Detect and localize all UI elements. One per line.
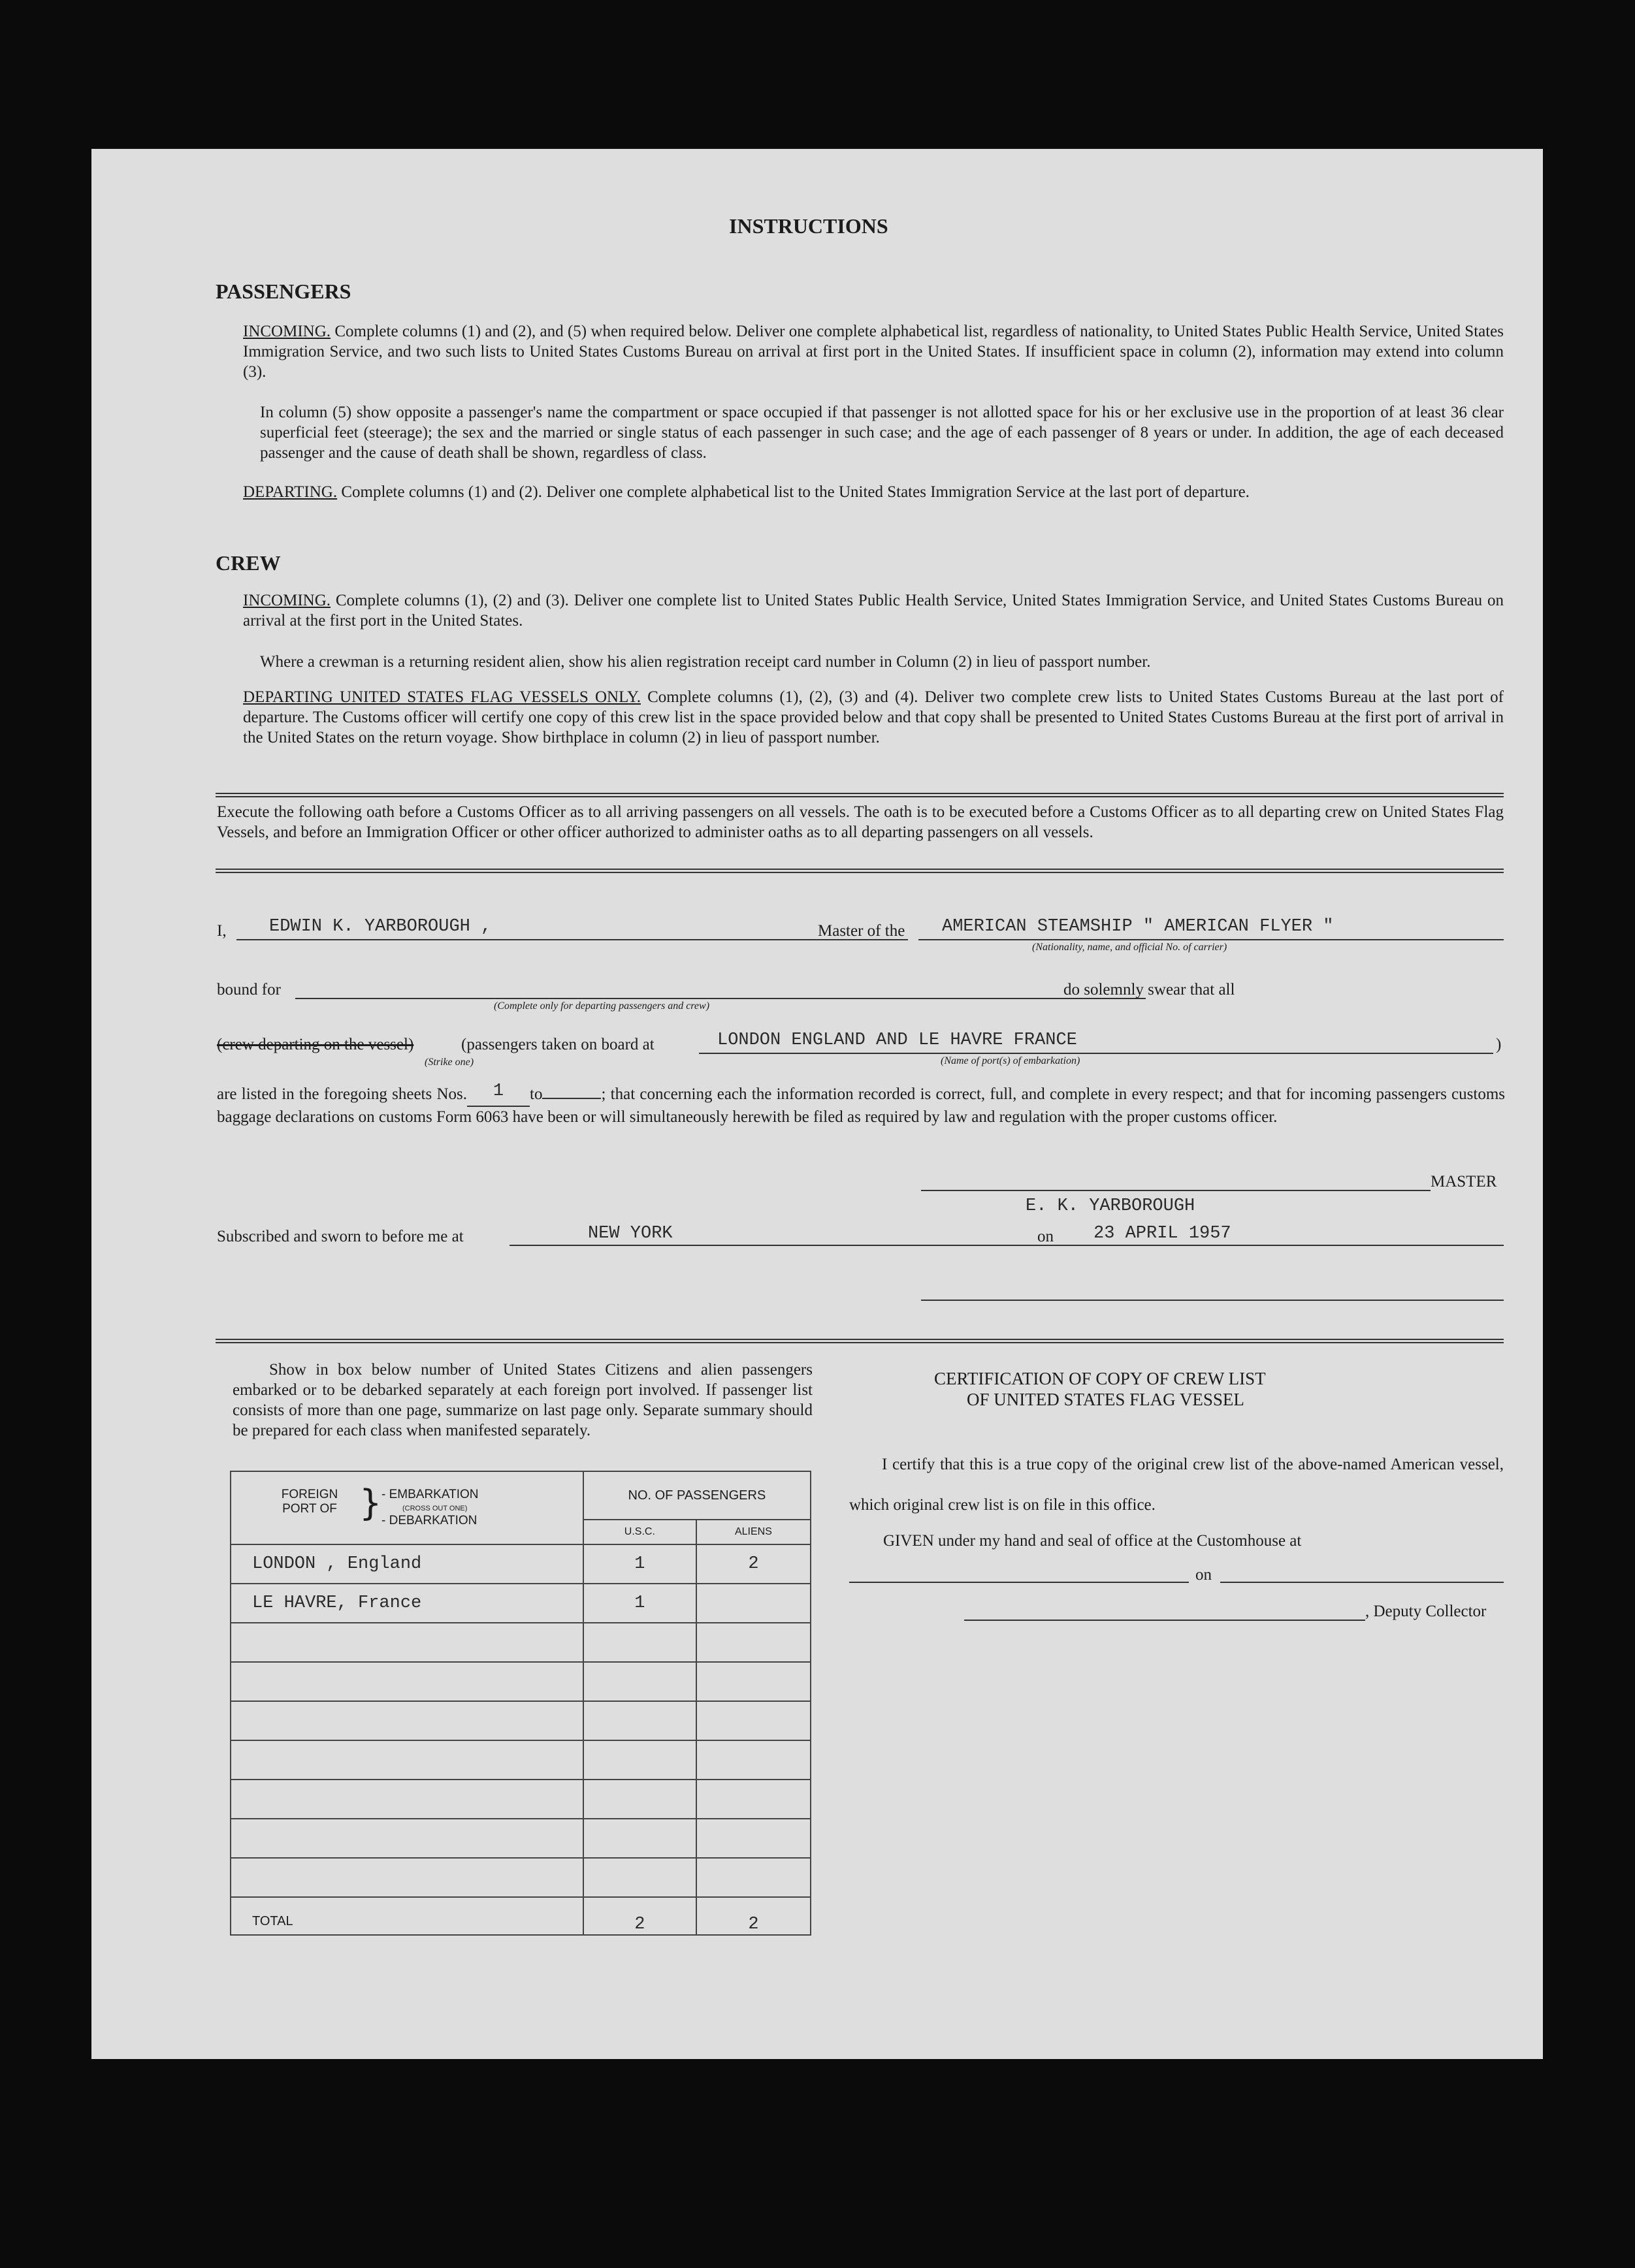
passengers-incoming-paragraph	[243, 321, 1504, 382]
master-name-value: EDWIN K. YARBOROUGH ,	[269, 917, 492, 936]
header-brace-icon: }	[359, 1482, 382, 1524]
row-usc-cell	[583, 1701, 696, 1740]
ports-caption: (Name of port(s) of embarkation)	[941, 1055, 1080, 1066]
ports-value: LONDON ENGLAND AND LE HAVRE FRANCE	[717, 1030, 1077, 1050]
row-usc-cell	[583, 1740, 696, 1780]
certification-on-label: on	[1195, 1566, 1212, 1584]
vessel-caption: (Nationality, name, and official No. of carrier)	[1032, 942, 1227, 953]
deputy-collector-label: , Deputy Collector	[1365, 1603, 1487, 1620]
row-port-cell	[231, 1819, 583, 1858]
row-aliens-cell	[696, 1623, 811, 1662]
certification-given-text: GIVEN under my hand and seal of office at the Customhouse at	[883, 1532, 1302, 1550]
crew-heading: CREW	[216, 551, 281, 575]
certification-text: I certify that this is a true copy of the original crew list of the above-named American vessel, which original crew list is on file in this office.	[849, 1456, 1504, 1514]
sworn-place-line	[510, 1245, 1116, 1246]
section-divider	[216, 793, 1504, 797]
certification-date-line	[1220, 1582, 1504, 1583]
row-aliens-cell	[696, 1701, 811, 1740]
table-row	[231, 1544, 811, 1584]
row-aliens-cell	[696, 1858, 811, 1897]
passengers-heading: PASSENGERS	[216, 280, 351, 303]
certification-title-line1: CERTIFICATION OF COPY OF CREW LIST	[934, 1369, 1266, 1388]
row-usc-cell	[583, 1662, 696, 1701]
section-divider	[216, 869, 1504, 873]
crew-incoming-paragraph	[243, 590, 1504, 631]
officer-signature-line	[921, 1300, 1504, 1301]
total-aliens-cell: 2	[696, 1897, 811, 1935]
crew-departing-text: Complete columns (1), (2), (3) and (4). Deliver two complete crew lists to United States Customs Bureau at the last port of departure. The Customs officer will certify one copy of this crew list in the space provided below and that copy shall be presented to United States Customs Bureau at the first port of arrival in the United States on the return voyage. Show birthplace in column (2) in lieu of passport number.	[243, 688, 1504, 746]
row-aliens-cell	[696, 1780, 811, 1819]
row-usc-cell: 1	[583, 1544, 696, 1584]
total-label: TOTAL	[231, 1897, 583, 1935]
bound-for-caption: (Complete only for departing passengers and crew)	[494, 1000, 710, 1012]
ports-close-paren: )	[1496, 1036, 1502, 1053]
row-aliens-cell: 2	[696, 1544, 811, 1584]
page-title: INSTRUCTIONS	[729, 214, 888, 238]
crew-incoming-text: Complete columns (1), (2) and (3). Deliver one complete list to United States Public Health Service, United States Immigration Service, and United States Customs Bureau on arrival at the first port in the United States.	[243, 592, 1504, 630]
table-row	[231, 1623, 811, 1662]
sheet-from-field	[467, 1081, 530, 1107]
passengers-column5-paragraph: In column (5) show opposite a passenger's name the compartment or space occupied if that passenger is not allotted space for his or her exclusive use in the proportion of at least 36 clear superficial feet (steerage); the sex and the married or single status of each passenger in such case; and the age of each passenger of 8 years or under. In addition, the age of each deceased passenger and the cause of death shall be shown, regardless of class.	[260, 404, 1504, 462]
customhouse-line	[849, 1582, 1189, 1583]
crew-incoming-label: INCOMING.	[243, 592, 331, 609]
oath-i-label: I,	[217, 922, 227, 940]
passengers-departing-label: DEPARTING.	[243, 483, 338, 501]
row-port-cell	[231, 1740, 583, 1780]
header-debarkation-label: - DEBARKATION	[381, 1514, 478, 1527]
vessel-line	[918, 939, 1504, 940]
crew-departing-paragraph	[243, 687, 1504, 748]
sheet-to-field	[542, 1085, 601, 1099]
listed-label: are listed in the foregoing sheets Nos.	[217, 1085, 468, 1103]
row-usc-cell	[583, 1780, 696, 1819]
sworn-date-value: 23 APRIL 1957	[1093, 1224, 1231, 1243]
master-of-label: Master of the	[818, 922, 905, 940]
master-label: MASTER	[1431, 1173, 1497, 1190]
header-passengers-label: NO. OF PASSENGERS	[583, 1471, 811, 1520]
table-row	[231, 1584, 811, 1623]
row-aliens-cell	[696, 1662, 811, 1701]
table-row	[231, 1819, 811, 1858]
document-sheet	[91, 149, 1543, 2059]
master-signature-value: E. K. YARBOROUGH	[1026, 1196, 1195, 1216]
passenger-summary-table	[230, 1471, 811, 1936]
passengers-option: (passengers taken on board at	[461, 1036, 655, 1053]
row-aliens-cell	[696, 1819, 811, 1858]
oath-intro-paragraph: Execute the following oath before a Customs Officer as to all arriving passengers on all vessels. The oath is to be executed before a Customs Officer as to all departing crew on United States Flag Vessels, and before an Immigration Officer or other officer authorized to administer oaths as to all departing passengers on all vessels.	[217, 803, 1504, 841]
passengers-incoming-text: Complete columns (1) and (2), and (5) when required below. Deliver one complete alphabetical list, regardless of nationality, to United States Public Health Service, United States Immigration Service, and two such lists to United States Customs Bureau on arrival at first port in the United States. If insufficient space in column (2), information may extend into column (3).	[243, 323, 1504, 381]
passengers-departing-paragraph	[243, 482, 1504, 502]
row-usc-cell	[583, 1819, 696, 1858]
swear-label: do solemnly swear that all	[1063, 981, 1235, 998]
header-aliens-label: ALIENS	[696, 1520, 811, 1544]
deputy-signature-line	[964, 1620, 1365, 1621]
row-port-cell	[231, 1662, 583, 1701]
strike-one-caption: (Strike one)	[425, 1057, 474, 1068]
sworn-date-line	[1063, 1245, 1504, 1246]
row-port-cell	[231, 1780, 583, 1819]
table-row	[231, 1858, 811, 1897]
crew-option-struck: (crew departing on the vessel)	[217, 1036, 414, 1053]
row-port-cell	[231, 1858, 583, 1897]
table-row	[231, 1701, 811, 1740]
crew-resident-paragraph: Where a crewman is a returning resident alien, show his alien registration receipt card number in Column (2) in lieu of passport number.	[260, 653, 1151, 671]
table-row	[231, 1780, 811, 1819]
row-usc-cell: 1	[583, 1584, 696, 1623]
header-usc-label: U.S.C.	[583, 1520, 696, 1544]
listed-paragraph	[217, 1081, 1505, 1127]
header-cross-out-label: (CROSS OUT ONE)	[402, 1505, 468, 1512]
crew-departing-label: DEPARTING UNITED STATES FLAG VESSELS ONLY.	[243, 688, 641, 706]
sworn-place-value: NEW YORK	[588, 1224, 673, 1243]
table-row	[231, 1740, 811, 1780]
summary-intro-paragraph: Show in box below number of United States Citizens and alien passengers embarked or to be debarked separately at each foreign port involved. If passenger list consists of more than one page, summarize on last page only. Separate summary should be prepared for each class when manifested separately.	[233, 1361, 813, 1439]
subscribed-label: Subscribed and sworn to before me at	[217, 1228, 464, 1245]
table-row	[231, 1662, 811, 1701]
certification-title-line2: OF UNITED STATES FLAG VESSEL	[967, 1390, 1244, 1409]
sworn-on-label: on	[1037, 1228, 1054, 1245]
master-signature-line	[921, 1190, 1431, 1191]
header-foreign-port-label: FOREIGN PORT OF	[281, 1488, 338, 1516]
passengers-departing-text: Complete columns (1) and (2). Deliver one complete alphabetical list to the United States Immigration Service at the last port of departure.	[341, 483, 1250, 501]
row-usc-cell	[583, 1858, 696, 1897]
listed-text: ; that concerning each the information recorded is correct, full, and complete in every respect; and that for incoming passengers customs baggage declarations on customs Form 6063 have been or will simultaneously herewith be filed as required by law and regulation with the proper customs officer.	[217, 1085, 1505, 1126]
passengers-incoming-label: INCOMING.	[243, 323, 331, 340]
to-label: to	[530, 1085, 543, 1103]
row-aliens-cell	[696, 1584, 811, 1623]
ports-line	[699, 1053, 1493, 1054]
row-port-cell: LONDON , England	[231, 1544, 583, 1584]
table-header-port-cell	[231, 1471, 583, 1544]
total-usc-cell: 2	[583, 1897, 696, 1935]
row-usc-cell	[583, 1623, 696, 1662]
bound-for-label: bound for	[217, 981, 281, 998]
row-aliens-cell	[696, 1740, 811, 1780]
row-port-cell	[231, 1623, 583, 1662]
row-port-cell: LE HAVRE, France	[231, 1584, 583, 1623]
table-total-row	[231, 1897, 811, 1935]
header-embarkation-label: - EMBARKATION	[381, 1488, 479, 1501]
vessel-value: AMERICAN STEAMSHIP " AMERICAN FLYER "	[942, 917, 1334, 936]
table-header-row	[231, 1471, 811, 1520]
row-port-cell	[231, 1701, 583, 1740]
sheet-from-value: 1	[493, 1081, 504, 1101]
master-name-line	[236, 939, 908, 940]
section-divider	[216, 1339, 1504, 1343]
bound-for-line	[295, 998, 1146, 999]
